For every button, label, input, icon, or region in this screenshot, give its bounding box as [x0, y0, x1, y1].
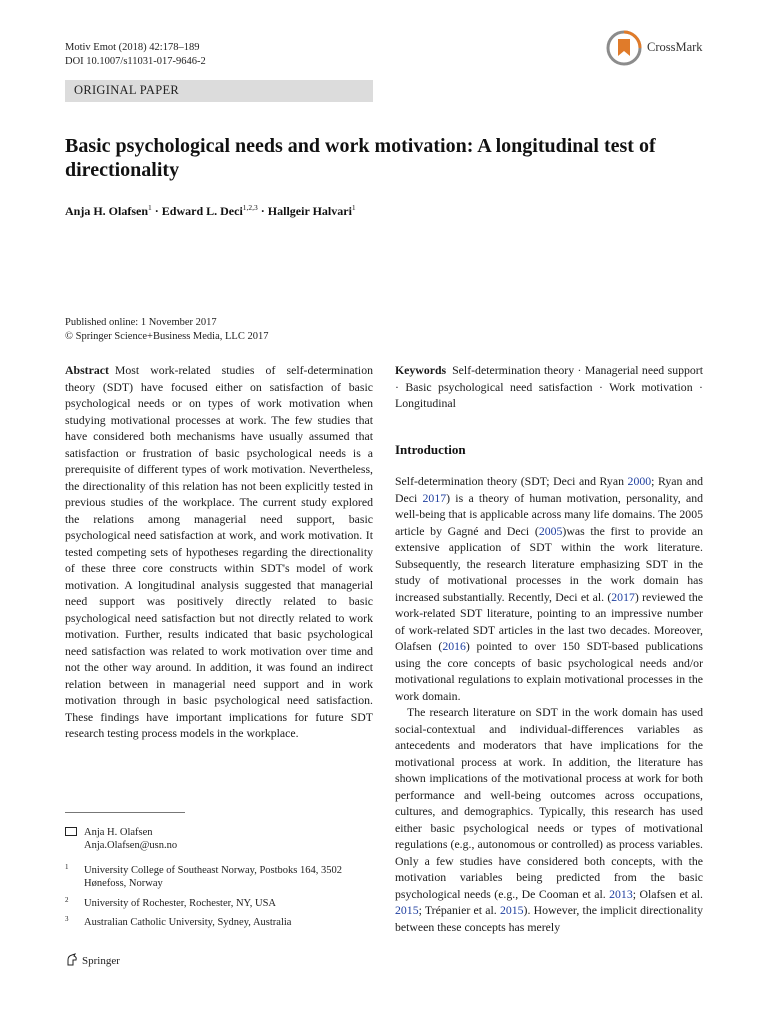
crossmark-badge[interactable]	[606, 30, 716, 66]
publisher-footer	[65, 953, 120, 967]
abstract-section	[65, 362, 373, 742]
springer-horse-icon	[65, 953, 79, 967]
citation-link[interactable]: 2013	[609, 886, 633, 901]
author-name[interactable]: Hallgeir Halvari	[267, 204, 352, 218]
author-affiliation-marker: 1	[148, 203, 152, 212]
envelope-icon	[65, 827, 77, 836]
keywords-text: Self-determination theory · Managerial need support · Basic psychological need satisfaction · Work motivation · Longitudinal	[395, 363, 703, 410]
abstract-heading: Abstract	[65, 363, 109, 377]
journal-citation: Motiv Emot (2018) 42:178–189	[65, 42, 200, 53]
correspondence-name: Anja H. Olafsen	[84, 827, 153, 838]
author-affiliation-marker: 1,2,3	[242, 203, 258, 212]
crossmark-label: CrossMark	[647, 40, 703, 54]
paper-title: Basic psychological needs and work motivation: A longitudinal test of directionality	[65, 135, 656, 181]
copyright-line: © Springer Science+Business Media, LLC 2017	[65, 331, 269, 342]
author-affiliation-marker: 1	[351, 203, 356, 212]
introduction-body	[395, 473, 703, 935]
citation-link[interactable]: 2016	[442, 639, 466, 653]
publisher-name: Springer	[82, 955, 120, 967]
journal-metadata	[65, 41, 206, 69]
article-type-label: ORIGINAL PAPER	[74, 83, 180, 97]
footnote-divider	[65, 812, 185, 813]
intro-paragraph: The research literature on SDT in the work domain has used social-contextual and individual-differences variables as antecedents and moderators that have implications for the motivational process at work. In addition, the literature has shown implications of the motivational process at work for both performance and well-being outcomes across occupations, cultures, and demographics. Typically, this research has used either basic psychological needs or types of motivational regulations (e.g., autonomous or controlled) as process variables. Only a few studies have considered both concepts, with the motivation variables being predicted from the basic psychological needs (e.g., De Cooman et al. 2013; Olafsen et al. 2015; Trépanier et al. 2015). However, the implicit directionality between these concepts has merely	[395, 705, 703, 934]
introduction-heading: Introduction	[395, 442, 466, 457]
citation-link[interactable]: 2005	[538, 523, 563, 538]
affiliation-text: University College of Southeast Norway, Postboks 164, 3502 Hønefoss, Norway	[84, 865, 343, 889]
intro-paragraph: Self-determination theory (SDT; Deci and Ryan 2000; Ryan and Deci 2017) is a theory of human motivation, personality, and well-being that is applicable across many life domains. The 2005 article by Gagné and Deci (2005)was the first to provide an extensive application of SDT within the work literature. Subsequently, the research literature emphasizing SDT in the study of motivational processes in the work domain has increased substantially. Recently, Deci et al. (2017) reviewed the work-related SDT literature, pointing to an impressive number of work-related SDT articles in the last two decades. Moreover, Olafsen (2016) pointed to over 150 SDT-based publications using the core concepts of basic psychological needs and/or motivational regulations to explain motivational processes in the work domain.	[395, 474, 704, 703]
crossmark-logo-icon	[606, 30, 642, 66]
citation-link[interactable]: 2000	[627, 474, 652, 488]
affiliation-number: 2	[65, 896, 69, 904]
affiliation-text: Australian Catholic University, Sydney, Australia	[84, 917, 292, 928]
citation-link[interactable]: 2015	[499, 903, 524, 917]
correspondence-email[interactable]: Anja.Olafsen@usn.no	[84, 840, 178, 851]
affiliation-text: University of Rochester, Rochester, NY, USA	[84, 898, 277, 909]
author-name[interactable]: Edward L. Deci	[161, 204, 243, 218]
citation-link[interactable]: 2017	[611, 589, 635, 604]
doi-line[interactable]: DOI 10.1007/s11031-017-9646-2	[65, 56, 206, 67]
publication-info	[65, 316, 268, 344]
article-type-banner	[65, 80, 373, 102]
correspondence-block	[65, 826, 177, 852]
published-date: Published online: 1 November 2017	[65, 317, 217, 328]
keywords-section	[395, 362, 703, 412]
citation-link[interactable]: 2015	[395, 903, 419, 917]
abstract-text: Most work-related studies of self-determination theory (SDT) have focused either on satisfaction of basic psychological needs or on types of work motivation when studying motivational processes at work. The few studies that have considered both mechanisms have usually assumed that satisfaction or frustration of basic psychological needs is a prerequisite of different types of work motivation. Nevertheless, the directionality of this relation has not been explicitly tested in previous studies of the workplace. The current study explored the relations among managerial need support, basic psychological need satisfaction at work, and work motivation. It tested competing sets of hypotheses regarding the directionality of these three core constructs within SDT's model of work motivation. A longitudinal analysis suggested that managerial need support was positively directly related to basic psychological need satisfaction but not directly related to work motivation. Further, results indicated that basic psychological need satisfaction was related to work motivation over time and not the other way around. In addition, it was found an indirect relation between in managerial need support and in work motivation through in basic psychological need satisfaction. These findings have important implications for future SDT research testing process models in the workplace.	[65, 363, 373, 740]
affiliation-number: 1	[65, 863, 69, 871]
citation-link[interactable]: 2017	[422, 490, 447, 505]
affiliation-number: 3	[65, 915, 69, 923]
author-list	[65, 203, 356, 219]
author-separator: ·	[257, 204, 268, 218]
author-name[interactable]: Anja H. Olafsen	[65, 204, 149, 218]
keywords-heading: Keywords	[395, 363, 447, 377]
author-separator: ·	[151, 204, 162, 218]
